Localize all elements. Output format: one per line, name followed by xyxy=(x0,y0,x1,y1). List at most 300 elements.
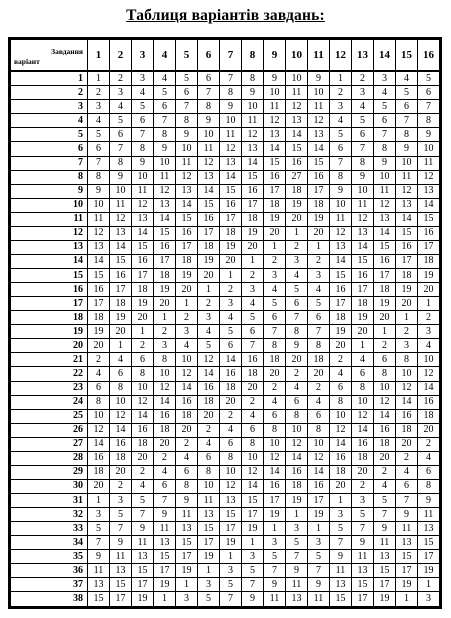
task-cell: 6 xyxy=(286,395,308,409)
task-cell: 16 xyxy=(352,269,374,283)
task-cell: 19 xyxy=(264,212,286,226)
task-cell: 16 xyxy=(286,465,308,479)
task-cell: 7 xyxy=(396,114,418,128)
task-cell: 1 xyxy=(242,536,264,550)
task-cell: 2 xyxy=(198,423,220,437)
task-cell: 5 xyxy=(330,522,352,536)
task-cell: 16 xyxy=(308,170,330,184)
task-cell: 18 xyxy=(154,423,176,437)
task-cell: 17 xyxy=(220,522,242,536)
task-cell: 14 xyxy=(176,381,198,395)
task-cell: 18 xyxy=(154,269,176,283)
task-cell: 14 xyxy=(242,156,264,170)
task-cell: 6 xyxy=(132,114,154,128)
task-cell: 13 xyxy=(220,156,242,170)
task-cell: 20 xyxy=(374,311,396,325)
task-cell: 16 xyxy=(418,226,440,240)
task-cell: 16 xyxy=(132,423,154,437)
task-cell: 20 xyxy=(154,297,176,311)
task-cell: 18 xyxy=(396,269,418,283)
task-cell: 20 xyxy=(198,409,220,423)
task-cell: 20 xyxy=(418,423,440,437)
task-cell: 6 xyxy=(220,437,242,451)
task-cell: 15 xyxy=(308,156,330,170)
task-cell: 4 xyxy=(418,451,440,465)
task-cell: 2 xyxy=(220,409,242,423)
variant-number: 5 xyxy=(11,128,88,142)
task-cell: 8 xyxy=(110,381,132,395)
table-row xyxy=(11,451,440,465)
task-cell: 16 xyxy=(374,423,396,437)
table-row xyxy=(11,423,440,437)
task-cell: 20 xyxy=(154,437,176,451)
table-row xyxy=(11,536,440,550)
task-cell: 12 xyxy=(396,184,418,198)
task-cell: 10 xyxy=(330,198,352,212)
task-cell: 5 xyxy=(308,550,330,564)
task-cell: 7 xyxy=(286,311,308,325)
task-cell: 17 xyxy=(176,550,198,564)
variant-number: 4 xyxy=(11,114,88,128)
variant-number: 34 xyxy=(11,536,88,550)
task-cell: 9 xyxy=(352,536,374,550)
task-cell: 20 xyxy=(352,465,374,479)
task-cell: 5 xyxy=(110,508,132,522)
task-cell: 16 xyxy=(176,395,198,409)
task-cell: 16 xyxy=(330,451,352,465)
task-cell: 14 xyxy=(88,437,110,451)
task-cell: 17 xyxy=(242,508,264,522)
task-cell: 20 xyxy=(330,339,352,353)
task-cell: 8 xyxy=(242,71,264,86)
variant-number: 9 xyxy=(11,184,88,198)
task-cell: 3 xyxy=(242,283,264,297)
task-cell: 3 xyxy=(220,564,242,578)
task-cell: 10 xyxy=(242,451,264,465)
task-cell: 3 xyxy=(396,339,418,353)
task-cell: 6 xyxy=(176,86,198,100)
task-cell: 13 xyxy=(286,592,308,607)
task-cell: 1 xyxy=(374,325,396,339)
task-cell: 1 xyxy=(176,297,198,311)
task-cell: 17 xyxy=(352,283,374,297)
task-cell: 14 xyxy=(286,451,308,465)
task-cell: 11 xyxy=(264,592,286,607)
variant-number: 15 xyxy=(11,269,88,283)
task-cell: 11 xyxy=(352,198,374,212)
variant-number: 21 xyxy=(11,353,88,367)
task-cell: 15 xyxy=(110,254,132,268)
task-cell: 19 xyxy=(396,578,418,592)
task-cell: 15 xyxy=(242,494,264,508)
task-cell: 18 xyxy=(286,184,308,198)
task-cell: 8 xyxy=(330,170,352,184)
task-cell: 7 xyxy=(110,522,132,536)
task-cell: 6 xyxy=(396,479,418,493)
task-cell: 20 xyxy=(242,381,264,395)
task-cell: 19 xyxy=(242,522,264,536)
task-cell: 12 xyxy=(264,114,286,128)
task-cell: 1 xyxy=(308,522,330,536)
task-cell: 9 xyxy=(88,184,110,198)
task-cell: 9 xyxy=(242,592,264,607)
task-cell: 7 xyxy=(308,564,330,578)
task-cell: 12 xyxy=(220,142,242,156)
task-cell: 3 xyxy=(286,254,308,268)
task-cell: 6 xyxy=(308,311,330,325)
task-cell: 20 xyxy=(396,437,418,451)
corner-cell xyxy=(11,40,88,72)
task-cell: 13 xyxy=(396,536,418,550)
task-cell: 14 xyxy=(330,254,352,268)
task-cell: 8 xyxy=(154,353,176,367)
task-cell: 16 xyxy=(242,184,264,198)
table-row xyxy=(11,578,440,592)
task-cell: 20 xyxy=(132,451,154,465)
task-cell: 1 xyxy=(110,339,132,353)
task-cell: 13 xyxy=(88,578,110,592)
task-cell: 14 xyxy=(220,353,242,367)
task-cell: 20 xyxy=(286,353,308,367)
task-cell: 17 xyxy=(154,564,176,578)
column-header-task-5: 5 xyxy=(176,40,198,72)
task-cell: 11 xyxy=(110,198,132,212)
task-cell: 5 xyxy=(198,592,220,607)
task-cell: 10 xyxy=(286,71,308,86)
task-cell: 7 xyxy=(154,114,176,128)
task-cell: 10 xyxy=(198,479,220,493)
task-cell: 1 xyxy=(396,592,418,607)
task-cell: 17 xyxy=(396,254,418,268)
task-cell: 16 xyxy=(308,479,330,493)
task-cell: 11 xyxy=(418,156,440,170)
task-cell: 20 xyxy=(352,325,374,339)
task-cell: 4 xyxy=(352,100,374,114)
task-cell: 4 xyxy=(264,283,286,297)
task-cell: 15 xyxy=(176,212,198,226)
variant-number: 14 xyxy=(11,254,88,268)
task-cell: 11 xyxy=(286,578,308,592)
task-cell: 11 xyxy=(352,550,374,564)
task-cell: 2 xyxy=(220,283,242,297)
task-cell: 19 xyxy=(418,564,440,578)
task-cell: 20 xyxy=(110,325,132,339)
task-cell: 9 xyxy=(286,339,308,353)
task-cell: 17 xyxy=(374,578,396,592)
task-cell: 17 xyxy=(418,240,440,254)
task-cell: 4 xyxy=(330,367,352,381)
task-cell: 17 xyxy=(352,592,374,607)
task-cell: 14 xyxy=(88,254,110,268)
task-cell: 19 xyxy=(242,226,264,240)
task-cell: 5 xyxy=(198,339,220,353)
task-cell: 15 xyxy=(330,269,352,283)
task-cell: 16 xyxy=(418,395,440,409)
task-cell: 8 xyxy=(220,451,242,465)
task-cell: 12 xyxy=(308,114,330,128)
task-cell: 27 xyxy=(286,170,308,184)
table-row xyxy=(11,156,440,170)
table-row xyxy=(11,254,440,268)
task-cell: 8 xyxy=(88,170,110,184)
task-cell: 10 xyxy=(308,86,330,100)
task-cell: 10 xyxy=(418,353,440,367)
task-cell: 12 xyxy=(396,381,418,395)
task-cell: 18 xyxy=(176,409,198,423)
variant-number: 2 xyxy=(11,86,88,100)
task-cell: 4 xyxy=(308,283,330,297)
task-cell: 19 xyxy=(220,536,242,550)
task-cell: 2 xyxy=(132,339,154,353)
task-cell: 20 xyxy=(418,283,440,297)
task-cell: 16 xyxy=(198,212,220,226)
task-cell: 2 xyxy=(154,451,176,465)
task-cell: 12 xyxy=(418,170,440,184)
task-cell: 4 xyxy=(154,71,176,86)
task-cell: 7 xyxy=(374,128,396,142)
task-cell: 16 xyxy=(132,254,154,268)
task-cell: 13 xyxy=(242,142,264,156)
task-cell: 10 xyxy=(264,437,286,451)
task-cell: 3 xyxy=(176,325,198,339)
table-row xyxy=(11,592,440,607)
task-cell: 16 xyxy=(110,437,132,451)
task-cell: 8 xyxy=(264,423,286,437)
table-row xyxy=(11,297,440,311)
task-cell: 6 xyxy=(396,100,418,114)
task-cell: 8 xyxy=(132,367,154,381)
task-cell: 19 xyxy=(308,212,330,226)
task-cell: 14 xyxy=(374,226,396,240)
variant-number: 13 xyxy=(11,240,88,254)
task-cell: 7 xyxy=(374,508,396,522)
task-cell: 11 xyxy=(286,86,308,100)
task-cell: 2 xyxy=(330,86,352,100)
task-cell: 15 xyxy=(198,198,220,212)
task-cell: 20 xyxy=(308,367,330,381)
column-header-task-16: 16 xyxy=(418,40,440,72)
task-cell: 1 xyxy=(220,550,242,564)
variant-number: 29 xyxy=(11,465,88,479)
task-cell: 13 xyxy=(264,128,286,142)
task-cell: 12 xyxy=(352,409,374,423)
task-cell: 11 xyxy=(330,212,352,226)
task-cell: 6 xyxy=(88,142,110,156)
task-cell: 2 xyxy=(286,240,308,254)
task-cell: 16 xyxy=(154,240,176,254)
table-row xyxy=(11,550,440,564)
task-cell: 7 xyxy=(308,325,330,339)
task-cell: 10 xyxy=(374,170,396,184)
task-cell: 17 xyxy=(396,564,418,578)
task-cell: 1 xyxy=(396,311,418,325)
task-cell: 5 xyxy=(110,114,132,128)
task-cell: 6 xyxy=(110,367,132,381)
task-cell: 14 xyxy=(308,142,330,156)
task-cell: 19 xyxy=(198,550,220,564)
task-cell: 19 xyxy=(154,283,176,297)
variant-number: 26 xyxy=(11,423,88,437)
task-cell: 10 xyxy=(308,437,330,451)
task-cell: 13 xyxy=(374,550,396,564)
task-cell: 10 xyxy=(396,367,418,381)
task-cell: 7 xyxy=(132,128,154,142)
task-cell: 18 xyxy=(132,437,154,451)
task-cell: 19 xyxy=(132,592,154,607)
task-cell: 16 xyxy=(220,367,242,381)
task-cell: 7 xyxy=(330,536,352,550)
task-cell: 20 xyxy=(176,423,198,437)
task-cell: 3 xyxy=(154,339,176,353)
task-cell: 18 xyxy=(374,283,396,297)
task-cell: 14 xyxy=(418,381,440,395)
task-cell: 19 xyxy=(418,269,440,283)
column-header-task-14: 14 xyxy=(374,40,396,72)
task-cell: 9 xyxy=(418,494,440,508)
task-cell: 20 xyxy=(374,451,396,465)
task-cell: 4 xyxy=(396,465,418,479)
task-cell: 9 xyxy=(154,508,176,522)
task-cell: 14 xyxy=(176,198,198,212)
table-row xyxy=(11,395,440,409)
task-cell: 5 xyxy=(308,297,330,311)
table-row xyxy=(11,198,440,212)
task-cell: 15 xyxy=(154,226,176,240)
task-cell: 2 xyxy=(418,311,440,325)
task-cell: 18 xyxy=(88,311,110,325)
variant-number: 33 xyxy=(11,522,88,536)
task-cell: 15 xyxy=(396,226,418,240)
table-row xyxy=(11,311,440,325)
task-cell: 5 xyxy=(176,71,198,86)
task-cell: 9 xyxy=(176,494,198,508)
variant-number: 11 xyxy=(11,212,88,226)
task-cell: 18 xyxy=(220,226,242,240)
task-cell: 9 xyxy=(308,578,330,592)
task-cell: 1 xyxy=(198,283,220,297)
task-cell: 13 xyxy=(176,522,198,536)
task-cell: 3 xyxy=(308,269,330,283)
task-cell: 7 xyxy=(352,142,374,156)
task-cell: 4 xyxy=(242,297,264,311)
task-cell: 8 xyxy=(308,423,330,437)
task-cell: 6 xyxy=(352,128,374,142)
column-header-task-13: 13 xyxy=(352,40,374,72)
task-cell: 15 xyxy=(286,142,308,156)
task-cell: 13 xyxy=(352,564,374,578)
column-header-task-10: 10 xyxy=(286,40,308,72)
task-cell: 2 xyxy=(396,325,418,339)
task-cell: 16 xyxy=(286,156,308,170)
variant-number: 35 xyxy=(11,550,88,564)
task-cell: 15 xyxy=(220,184,242,198)
task-cell: 20 xyxy=(242,240,264,254)
task-cell: 5 xyxy=(154,86,176,100)
task-cell: 5 xyxy=(132,494,154,508)
task-cell: 16 xyxy=(176,226,198,240)
table-row xyxy=(11,494,440,508)
task-cell: 19 xyxy=(352,311,374,325)
task-cell: 17 xyxy=(418,550,440,564)
task-cell: 5 xyxy=(220,578,242,592)
task-cell: 15 xyxy=(198,522,220,536)
task-cell: 1 xyxy=(308,240,330,254)
task-cell: 18 xyxy=(352,297,374,311)
task-cell: 3 xyxy=(220,297,242,311)
task-cell: 9 xyxy=(374,522,396,536)
task-cell: 9 xyxy=(396,142,418,156)
task-cell: 2 xyxy=(418,437,440,451)
task-cell: 14 xyxy=(330,437,352,451)
task-cell: 17 xyxy=(330,297,352,311)
table-row xyxy=(11,142,440,156)
task-cell: 12 xyxy=(132,395,154,409)
task-cell: 18 xyxy=(242,212,264,226)
task-cell: 5 xyxy=(352,114,374,128)
task-cell: 2 xyxy=(264,381,286,395)
task-cell: 4 xyxy=(220,423,242,437)
variant-number: 19 xyxy=(11,325,88,339)
task-cell: 20 xyxy=(286,212,308,226)
task-cell: 14 xyxy=(110,240,132,254)
task-cell: 1 xyxy=(132,325,154,339)
task-cell: 8 xyxy=(396,128,418,142)
variant-number: 36 xyxy=(11,564,88,578)
table-row xyxy=(11,269,440,283)
task-cell: 5 xyxy=(242,564,264,578)
task-cell: 11 xyxy=(88,212,110,226)
task-cell: 18 xyxy=(330,465,352,479)
task-cell: 9 xyxy=(176,128,198,142)
task-cell: 10 xyxy=(88,409,110,423)
task-cell: 13 xyxy=(154,198,176,212)
task-cell: 19 xyxy=(110,311,132,325)
task-cell: 8 xyxy=(330,395,352,409)
task-cell: 1 xyxy=(286,226,308,240)
task-cell: 8 xyxy=(176,479,198,493)
task-cell: 12 xyxy=(176,367,198,381)
task-cell: 10 xyxy=(220,465,242,479)
task-cell: 17 xyxy=(242,198,264,212)
task-cell: 15 xyxy=(132,240,154,254)
task-cell: 6 xyxy=(198,71,220,86)
task-cell: 3 xyxy=(374,71,396,86)
task-cell: 13 xyxy=(286,114,308,128)
header-row xyxy=(11,40,440,72)
task-cell: 17 xyxy=(220,212,242,226)
task-cell: 7 xyxy=(286,550,308,564)
task-cell: 14 xyxy=(198,367,220,381)
task-cell: 6 xyxy=(132,353,154,367)
task-cell: 10 xyxy=(198,128,220,142)
task-cell: 13 xyxy=(418,184,440,198)
task-cell: 2 xyxy=(242,269,264,283)
task-cell: 6 xyxy=(352,367,374,381)
column-header-task-2: 2 xyxy=(110,40,132,72)
task-cell: 1 xyxy=(220,269,242,283)
task-cell: 11 xyxy=(242,114,264,128)
variant-number: 37 xyxy=(11,578,88,592)
task-cell: 2 xyxy=(374,465,396,479)
task-cell: 3 xyxy=(418,592,440,607)
task-cell: 15 xyxy=(330,592,352,607)
task-cell: 5 xyxy=(264,297,286,311)
task-cell: 16 xyxy=(396,409,418,423)
task-cell: 3 xyxy=(264,269,286,283)
variant-number: 17 xyxy=(11,297,88,311)
task-cell: 3 xyxy=(88,100,110,114)
task-cell: 7 xyxy=(176,100,198,114)
